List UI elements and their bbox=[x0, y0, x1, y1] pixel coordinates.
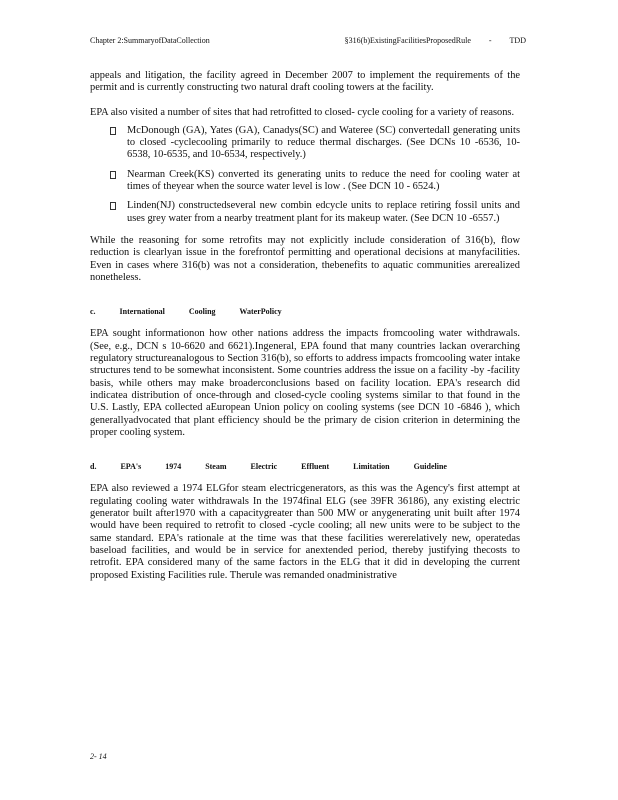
doc-code: TDD bbox=[509, 36, 526, 45]
section-heading-elg: d. EPA's 1974 Steam Electric Effluent Limitation Guideline bbox=[90, 462, 447, 472]
header-dash: - bbox=[488, 36, 492, 45]
rule-title: §316(b)ExistingFacilitiesProposedRule bbox=[344, 36, 471, 45]
list-item bbox=[90, 169, 520, 194]
list-item bbox=[90, 200, 520, 225]
paragraph-reasoning: While the reasoning for some retrofits may not explicitly include consideration of 316(b), flow reduction is clearlyan issue in the forefrontof permitting and operational decisions at manyfacilities. Even in cases where 316(b) was not a consideration, thebenefits to aquatic communities arerealized nonetheless. bbox=[90, 234, 520, 283]
retrofit-list bbox=[90, 125, 520, 225]
paragraph-elg: EPA also reviewed a 1974 ELGfor steam electricgenerators, as this was the Agency's first attempt at regulating cooling water withdrawals In the 1974final ELG (see 39FR 36186), any existing electric generator built after1970 with a capacitygreater than 500 MW or anygenerating unit built after 1974 would have been required to retrofit to closed -cycle cooling; all new units were to be subject to the same standard. EPA's rationale at the time was that these facilities wererelatively new, operatedas baseload facilities, and would be in service for anextended period, thereby justifying thecosts to retrofit. EPA considered many of the same factors in the ELG that it did in developing the current proposed Existing Facilities rule. Therule was remanded onadministrative bbox=[90, 483, 520, 581]
paragraph-international: EPA sought informationon how other nations address the impacts fromcooling water withdrawals. (See, e.g., DCN s 10-6620 and 6621).Ingeneral, EPA found that many countries lackan overarching regulatory structureanalogous to Section 316(b), so efforts to address impacts fromcooling water intake structures tend to be somewhat inconsistent. Some countries address the issue on a facility -by -facility basis, while others may make broaderconclusions based on facility location. EPA's research did indicatea distribution of once-through and closed-cycle cooling systems similar to that found in the U.S. Lastly, EPA collected aEuropean Union policy on cooling systems (see DCN 10 -6846 ), which generallyadvocated that plant efficiency should be the primary de cision criterion in determining the proper cooling system. bbox=[90, 328, 520, 438]
paragraph-sites: EPA also visited a number of sites that had retrofitted to closed- cycle cooling for a variety of reasons. bbox=[90, 106, 515, 118]
paragraph-appeals: appeals and litigation, the facility agreed in December 2007 to implement the requirements of the permit and is currently constructing two natural draft cooling towers at the facility. bbox=[90, 70, 520, 94]
page-header bbox=[90, 36, 526, 48]
list-item-text: McDonough (GA), Yates (GA), Canadys(SC) and Wateree (SC) convertedall generating units to closed -cyclecooling primarily to reduce thermal discharges. (See DCNs 10 -6536, 10-6538, 10-6535, and 10-6534, respectively.) bbox=[127, 124, 520, 161]
bullet-icon bbox=[110, 202, 116, 210]
bullet-icon bbox=[110, 171, 116, 179]
page-number: 2- 14 bbox=[90, 752, 107, 761]
list-item bbox=[90, 125, 520, 162]
bullet-icon bbox=[110, 127, 116, 135]
list-item-text: Nearman Creek(KS) converted its generating units to reduce the need for cooling water at times of theyear when the source water level is low . (See DCN 10 - 6524.) bbox=[127, 168, 520, 193]
document-title bbox=[327, 36, 526, 45]
chapter-title: Chapter 2:SummaryofDataCollection bbox=[90, 36, 210, 45]
document-body bbox=[90, 70, 520, 594]
list-item-text: Linden(NJ) constructedseveral new combin edcycle units to replace retiring fossil units and uses grey water from a nearby treatment plant for its makeup water. (See DCN 10 -6557.) bbox=[127, 200, 520, 224]
section-heading-international: c. International Cooling WaterPolicy bbox=[90, 307, 282, 317]
